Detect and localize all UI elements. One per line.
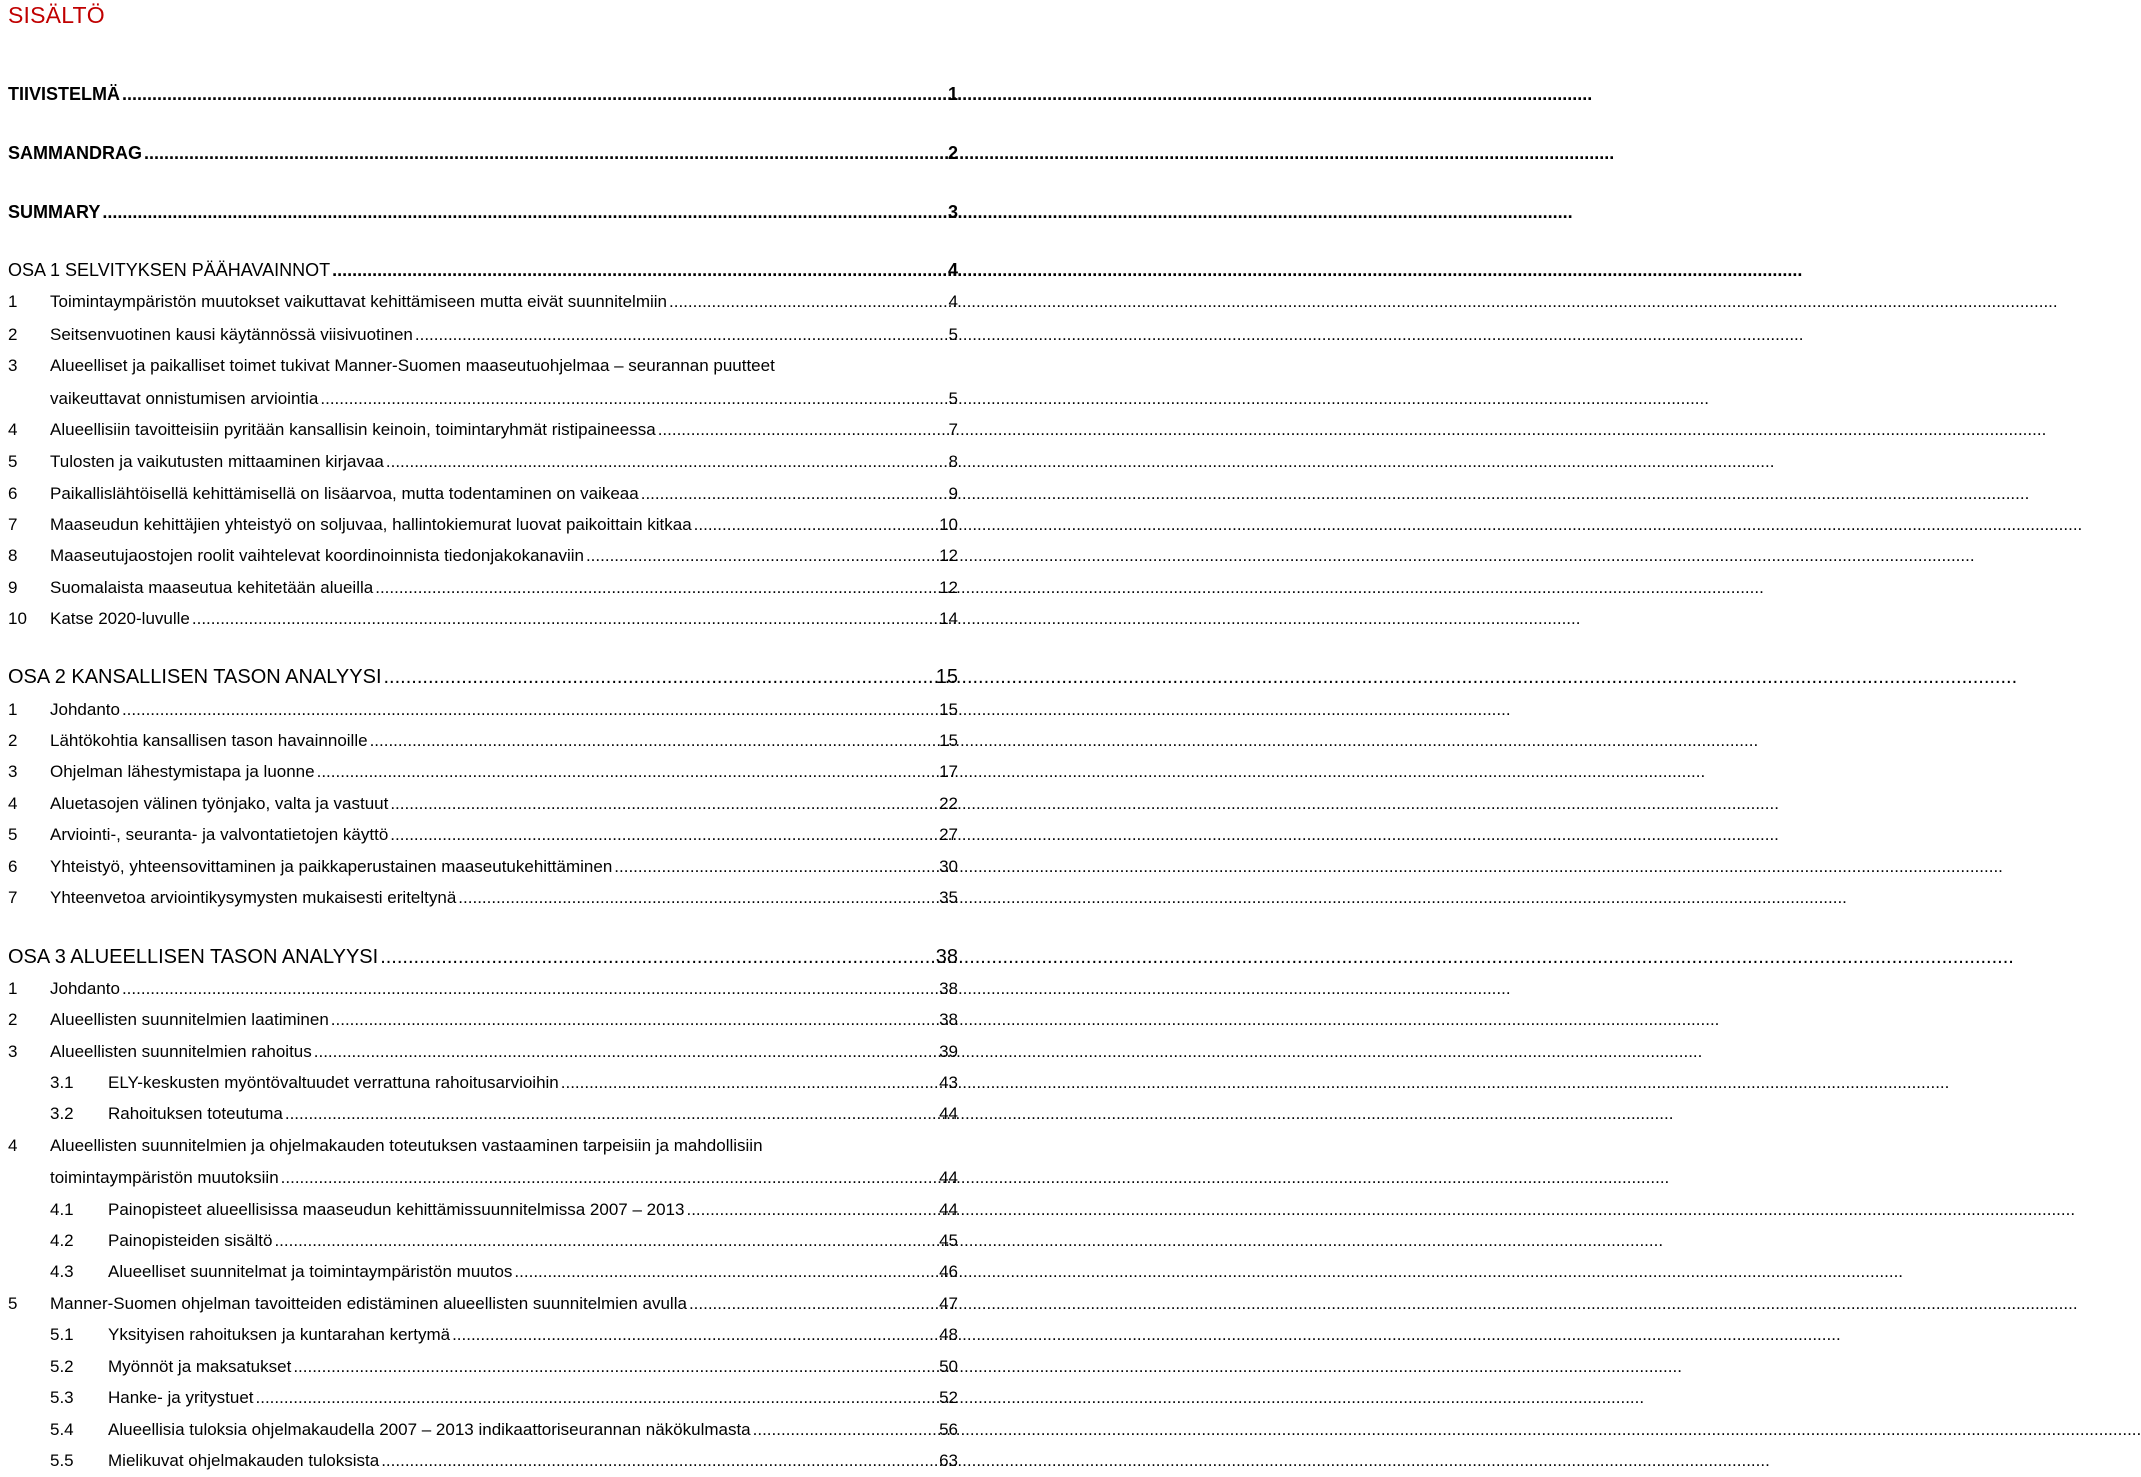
toc-entry-number: 5.2 xyxy=(50,1357,74,1376)
toc-entry[interactable] xyxy=(8,700,960,726)
toc-entry-title: Yhteistyö, yhteensovittaminen ja paikkaperustainen maaseutukehittäminen xyxy=(50,857,613,876)
toc-dot-leader xyxy=(315,762,939,782)
toc-entry-title: Aluetasojen välinen työnjako, valta ja vastuut xyxy=(50,794,389,813)
toc-entry[interactable] xyxy=(50,389,960,415)
toc-entry-number: 10 xyxy=(8,609,27,628)
toc-dot-leader xyxy=(120,700,939,720)
toc-page-number: 45 xyxy=(939,1231,958,1250)
toc-entry-title: Johdanto xyxy=(50,979,120,998)
toc-entry-title: OSA 1 SELVITYKSEN PÄÄHAVAINNOT xyxy=(8,260,331,280)
toc-entry-title: Painopisteiden sisältö xyxy=(108,1231,273,1250)
toc-page-number: 44 xyxy=(939,1104,958,1123)
toc-entry-number: 1 xyxy=(8,292,18,311)
toc-dot-leader xyxy=(120,979,939,999)
toc-entry-number: 5 xyxy=(8,452,18,471)
toc-page-number: 52 xyxy=(939,1388,958,1407)
toc-dot-leader xyxy=(368,731,940,751)
toc-entry-title: Yksityisen rahoituksen ja kuntarahan kertymä xyxy=(108,1325,451,1344)
toc-part-entry[interactable] xyxy=(8,260,960,286)
toc-page-number: 12 xyxy=(939,546,958,565)
toc-part-entry[interactable] xyxy=(8,666,960,692)
toc-subsection-entry[interactable] xyxy=(50,1262,960,1288)
toc-part-entry[interactable] xyxy=(8,202,960,228)
toc-page-number: 38 xyxy=(939,979,958,998)
toc-dot-leader xyxy=(100,202,948,223)
toc-page-number: 14 xyxy=(939,609,958,628)
toc-dot-leader xyxy=(142,143,948,164)
toc-entry[interactable] xyxy=(8,888,960,914)
toc-page-number: 22 xyxy=(939,794,958,813)
toc-entry-number: 4 xyxy=(8,420,18,439)
toc-page-number: 35 xyxy=(939,888,958,907)
toc-entry-title: Manner-Suomen ohjelman tavoitteiden edistäminen alueellisten suunnitelmien avulla xyxy=(50,1294,687,1313)
toc-entry[interactable] xyxy=(8,325,960,351)
toc-entry-title: Maaseudun kehittäjien yhteistyö on soljuvaa, hallintokiemurat luovat paikoittain kitkaa xyxy=(50,515,692,534)
toc-page-number: 50 xyxy=(939,1357,958,1376)
toc-entry-number: 1 xyxy=(8,979,18,998)
table-of-contents xyxy=(0,0,960,1477)
toc-entry-title: Alueellisten suunnitelmien laatiminen xyxy=(50,1010,329,1029)
toc-entry-title: SAMMANDRAG xyxy=(8,143,142,163)
toc-entry[interactable] xyxy=(8,825,960,851)
toc-entry[interactable] xyxy=(8,578,960,604)
toc-page-number: 30 xyxy=(939,857,958,876)
toc-entry-title: OSA 2 KANSALLISEN TASON ANALYYSI xyxy=(8,666,382,688)
toc-entry-number: 6 xyxy=(8,857,18,876)
toc-entry-title: Alueelliset ja paikalliset toimet tukivat Manner-Suomen maaseutuohjelmaa – seurannan puutteet xyxy=(50,356,775,375)
toc-dot-leader xyxy=(312,1042,939,1062)
toc-page-number: 12 xyxy=(939,578,958,597)
toc-page-number: 5 xyxy=(948,389,958,408)
toc-entry[interactable] xyxy=(8,1010,960,1036)
toc-page-number: 56 xyxy=(939,1420,958,1439)
toc-entry[interactable] xyxy=(8,979,960,1005)
toc-entry-number: 3 xyxy=(8,356,18,375)
toc-entry-title: Tulosten ja vaikutusten mittaaminen kirjavaa xyxy=(50,452,384,471)
toc-dot-leader xyxy=(692,515,939,535)
toc-page-number: 44 xyxy=(939,1168,958,1187)
page-title: SISÄLTÖ xyxy=(8,2,105,28)
toc-entry-title: toimintaympäristön muutoksiin xyxy=(50,1168,279,1187)
toc-entry[interactable] xyxy=(8,609,960,635)
toc-entry[interactable] xyxy=(8,546,960,572)
toc-entry-title: TIIVISTELMÄ xyxy=(8,84,120,104)
toc-dot-leader xyxy=(559,1073,939,1093)
toc-entry[interactable] xyxy=(8,420,960,446)
toc-dot-leader xyxy=(378,946,936,969)
toc-entry[interactable] xyxy=(8,857,960,883)
toc-entry-number: 4.2 xyxy=(50,1231,74,1250)
toc-dot-leader xyxy=(329,1010,939,1030)
toc-page-number: 17 xyxy=(939,762,958,781)
toc-subsection-entry[interactable] xyxy=(50,1200,960,1226)
toc-entry-number: 2 xyxy=(8,1010,18,1029)
toc-entry-number: 3.1 xyxy=(50,1073,74,1092)
toc-page-number: 5 xyxy=(948,325,958,344)
toc-entry-title: Arviointi-, seuranta- ja valvontatietojen käyttö xyxy=(50,825,389,844)
toc-dot-leader xyxy=(450,1325,939,1345)
toc-entry-title: SUMMARY xyxy=(8,202,101,222)
toc-dot-leader xyxy=(254,1388,940,1408)
toc-dot-leader xyxy=(584,546,939,566)
toc-entry-number: 9 xyxy=(8,578,18,597)
toc-dot-leader xyxy=(272,1231,939,1251)
toc-entry[interactable] xyxy=(8,356,960,382)
toc-entry-title: vaikeuttavat onnistumisen arviointia xyxy=(50,389,319,408)
toc-entry-number: 2 xyxy=(8,325,18,344)
toc-page-number: 44 xyxy=(939,1200,958,1219)
toc-entry-number: 3.2 xyxy=(50,1104,74,1123)
toc-subsection-entry[interactable] xyxy=(50,1388,960,1414)
toc-dot-leader xyxy=(639,484,949,504)
toc-subsection-entry[interactable] xyxy=(50,1325,960,1351)
toc-entry-number: 3 xyxy=(8,762,18,781)
toc-page-number: 47 xyxy=(939,1294,958,1313)
toc-entry[interactable] xyxy=(8,484,960,510)
toc-entry-number: 4.3 xyxy=(50,1262,74,1281)
toc-entry-number: 5 xyxy=(8,1294,18,1313)
toc-page-number: 4 xyxy=(948,292,958,311)
toc-entry-title: Katse 2020-luvulle xyxy=(50,609,190,628)
toc-entry[interactable] xyxy=(8,292,960,318)
toc-entry-title: Myönnöt ja maksatukset xyxy=(108,1357,292,1376)
toc-entry-title: Seitsenvuotinen kausi käytännössä viisivuotinen xyxy=(50,325,413,344)
toc-dot-leader xyxy=(612,857,939,877)
toc-page-number: 9 xyxy=(948,484,958,503)
toc-entry-number: 4.1 xyxy=(50,1200,74,1219)
toc-entry-title: Alueellisten suunnitelmien ja ohjelmakauden toteutuksen vastaaminen tarpeisiin ja mahdollisiin xyxy=(50,1136,763,1155)
toc-subsection-entry[interactable] xyxy=(50,1420,960,1446)
toc-part-entry[interactable] xyxy=(8,143,960,169)
toc-entry-number: 7 xyxy=(8,888,18,907)
toc-entry-title: Toimintaympäristön muutokset vaikuttavat kehittämiseen mutta eivät suunnitelmiin xyxy=(50,292,668,311)
toc-entry[interactable] xyxy=(8,1042,960,1068)
toc-dot-leader xyxy=(413,325,949,345)
toc-entry[interactable] xyxy=(8,1294,960,1320)
toc-entry-title: Alueellisia tuloksia ohjelmakaudella 2007 – 2013 indikaattoriseurannan näkökulmasta xyxy=(108,1420,751,1439)
toc-dot-leader xyxy=(512,1262,939,1282)
toc-entry-title: Alueellisiin tavoitteisiin pyritään kansallisin keinoin, toimintaryhmät ristipaineessa xyxy=(50,420,656,439)
toc-subsection-entry[interactable] xyxy=(50,1357,960,1383)
toc-dot-leader xyxy=(384,452,949,472)
toc-entry-title: Ohjelman lähestymistapa ja luonne xyxy=(50,762,315,781)
toc-dot-leader xyxy=(751,1420,939,1440)
toc-subsection-entry[interactable] xyxy=(50,1231,960,1257)
toc-subsection-entry[interactable] xyxy=(50,1073,960,1099)
toc-page-number: 63 xyxy=(939,1451,958,1470)
toc-dot-leader xyxy=(318,389,948,409)
toc-page-number: 48 xyxy=(939,1325,958,1344)
toc-dot-leader xyxy=(656,420,949,440)
toc-entry-number: 5 xyxy=(8,825,18,844)
toc-entry[interactable] xyxy=(8,794,960,820)
toc-page-number: 15 xyxy=(935,666,958,688)
toc-entry-number: 5.1 xyxy=(50,1325,74,1344)
toc-entry-number: 5.3 xyxy=(50,1388,74,1407)
toc-dot-leader xyxy=(382,666,936,689)
toc-dot-leader xyxy=(279,1168,939,1188)
toc-dot-leader xyxy=(388,794,939,814)
toc-page-number: 2 xyxy=(947,143,958,163)
toc-entry-title: Hanke- ja yritystuet xyxy=(108,1388,254,1407)
toc-subsection-entry[interactable] xyxy=(50,1451,960,1477)
toc-entry[interactable] xyxy=(8,762,960,788)
toc-dot-leader xyxy=(373,578,939,598)
toc-page-number: 3 xyxy=(947,202,958,222)
toc-entry-number: 5.5 xyxy=(50,1451,74,1470)
toc-entry-title: Paikallislähtöisellä kehittämisellä on lisäarvoa, mutta todentaminen on vaikeaa xyxy=(50,484,639,503)
toc-dot-leader xyxy=(330,260,948,281)
toc-page-number: 15 xyxy=(939,700,958,719)
toc-entry-title: Rahoituksen toteutuma xyxy=(108,1104,283,1123)
toc-entry-number: 5.4 xyxy=(50,1420,74,1439)
toc-page-number: 7 xyxy=(948,420,958,439)
toc-entry-title: Painopisteet alueellisissa maaseudun kehittämissuunnitelmissa 2007 – 2013 xyxy=(108,1200,685,1219)
toc-page-number: 38 xyxy=(935,946,958,968)
toc-part-entry[interactable] xyxy=(8,84,960,110)
toc-entry[interactable] xyxy=(50,1168,960,1194)
toc-dot-leader xyxy=(291,1357,939,1377)
toc-entry[interactable] xyxy=(8,731,960,757)
toc-entry-title: OSA 3 ALUEELLISEN TASON ANALYYSI xyxy=(8,946,379,968)
toc-entry-title: ELY-keskusten myöntövaltuudet verrattuna rahoitusarvioihin xyxy=(108,1073,559,1092)
toc-dot-leader xyxy=(687,1294,939,1314)
toc-dot-leader xyxy=(190,609,939,629)
toc-entry-title: Alueelliset suunnitelmat ja toimintaympäristön muutos xyxy=(108,1262,513,1281)
toc-entry-title: Lähtökohtia kansallisen tason havainnoille xyxy=(50,731,368,750)
toc-page-number: 27 xyxy=(939,825,958,844)
toc-dot-leader xyxy=(379,1451,939,1471)
toc-entry-title: Suomalaista maaseutua kehitetään alueilla xyxy=(50,578,374,597)
toc-dot-leader xyxy=(456,888,939,908)
toc-entry-number: 4 xyxy=(8,794,18,813)
toc-dot-leader xyxy=(388,825,939,845)
toc-entry-number: 1 xyxy=(8,700,18,719)
toc-dot-leader xyxy=(684,1200,939,1220)
toc-entry-title: Maaseutujaostojen roolit vaihtelevat koordinoinnista tiedonjakokanaviin xyxy=(50,546,584,565)
toc-part-entry[interactable] xyxy=(8,946,960,972)
toc-entry-number: 6 xyxy=(8,484,18,503)
toc-entry-number: 7 xyxy=(8,515,18,534)
toc-dot-leader xyxy=(667,292,949,312)
toc-entry-number: 2 xyxy=(8,731,18,750)
toc-entry-title: Alueellisten suunnitelmien rahoitus xyxy=(50,1042,312,1061)
toc-entry-title: Mielikuvat ohjelmakauden tuloksista xyxy=(108,1451,380,1470)
toc-page-number: 1 xyxy=(947,84,958,104)
toc-page-number: 10 xyxy=(939,515,958,534)
toc-page-number: 38 xyxy=(939,1010,958,1029)
toc-page-number: 4 xyxy=(947,260,958,280)
toc-entry-number: 8 xyxy=(8,546,18,565)
toc-entry-number: 3 xyxy=(8,1042,18,1061)
toc-entry-number: 4 xyxy=(8,1136,18,1155)
toc-page-number: 43 xyxy=(939,1073,958,1092)
toc-page-number: 8 xyxy=(948,452,958,471)
toc-entry-title: Johdanto xyxy=(50,700,120,719)
toc-entry[interactable] xyxy=(8,515,960,541)
toc-entry-title: Yhteenvetoa arviointikysymysten mukaisesti eriteltynä xyxy=(50,888,457,907)
toc-dot-leader xyxy=(120,84,948,105)
toc-entry[interactable] xyxy=(8,1136,960,1162)
toc-page-number: 39 xyxy=(939,1042,958,1061)
toc-dot-leader xyxy=(283,1104,939,1124)
toc-subsection-entry[interactable] xyxy=(50,1104,960,1130)
toc-page-number: 15 xyxy=(939,731,958,750)
toc-page-number: 46 xyxy=(939,1262,958,1281)
toc-entry[interactable] xyxy=(8,452,960,478)
